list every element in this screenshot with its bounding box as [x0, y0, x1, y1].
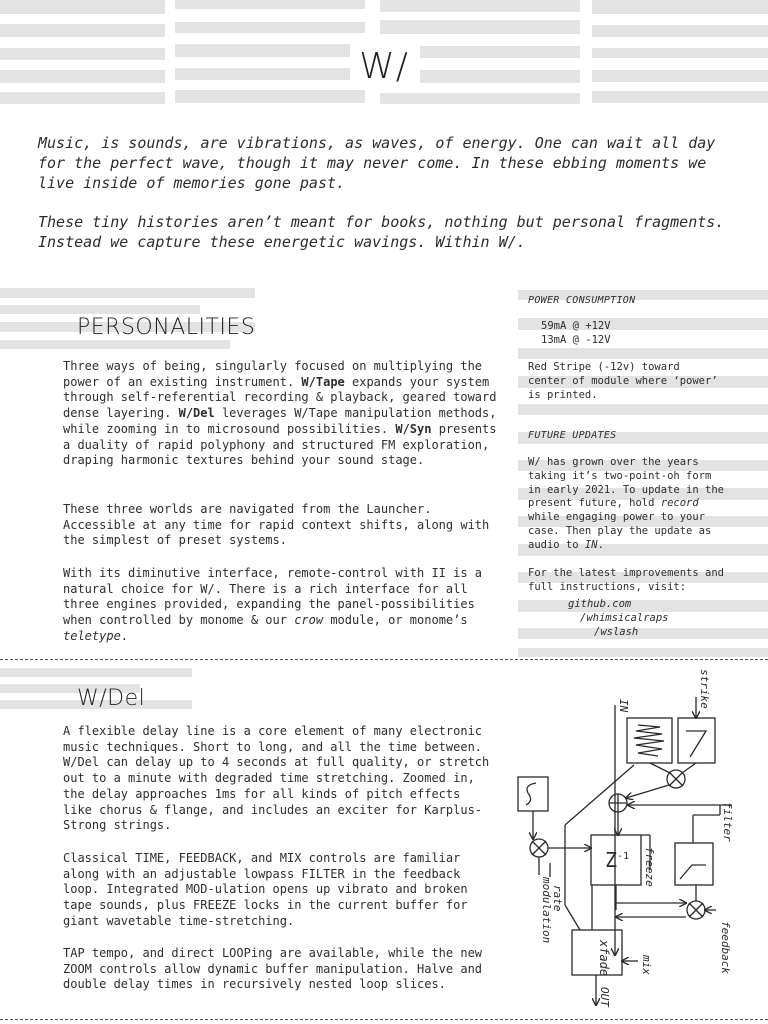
- latest-note: For the latest improvements and full instructions, visit:: [528, 567, 724, 593]
- personalities-heading: PERSONALITIES: [77, 315, 256, 340]
- sidebar-stripe: [518, 348, 768, 359]
- modulation-label: modulation: [540, 877, 553, 944]
- filter-label: filter: [721, 802, 734, 842]
- filter-curve-icon: [680, 865, 706, 879]
- github-link-1[interactable]: github.com: [568, 598, 632, 610]
- updates-paragraph: W/ has grown over the years taking it’s two-point-oh form in early 2021. To update in the present future, hold record while engaging power to your case. Then play the update as audio to IN.: [528, 456, 724, 551]
- header-stripe: [175, 90, 365, 103]
- xfade-label: xfade: [597, 940, 611, 977]
- header-stripe: [0, 24, 165, 37]
- section-stripe: [0, 305, 200, 314]
- section-stripe: [0, 288, 255, 298]
- section-stripe: [0, 340, 230, 349]
- feedback-label: feedback: [719, 921, 732, 974]
- personalities-paragraph-2: These three worlds are navigated from the Launcher. Accessible at any time for rapid context shifts, along with the simplest of preset systems.: [63, 502, 490, 548]
- wsyn-label: W/Syn: [395, 421, 432, 436]
- header-stripe: [0, 0, 165, 14]
- power-line-1: 59mA @ +12V: [541, 320, 611, 332]
- header-stripe: [175, 22, 365, 33]
- header-stripe: [0, 92, 165, 104]
- header-stripe: [592, 91, 768, 103]
- header-stripe: [592, 0, 768, 14]
- intro-paragraph-2: These tiny histories aren’t meant for books, nothing but personal fragments. Instead we capture these energetic wavings. Within W/.: [38, 213, 725, 251]
- lfo-wave-icon: [526, 783, 536, 805]
- strike-box: [678, 718, 715, 763]
- wdel-paragraph-2: Classical TIME, FEEDBACK, and MIX controls are familiar along with an adjustable lowpass FILTER in the feedback loop. Integrated MOD-ulation opens up vibrato and broken tape sounds, plus FREEZE locks in the current buffer for giant wavetable time-stretching.: [63, 851, 468, 928]
- strike-label: strike: [698, 669, 711, 709]
- personalities-paragraph-1: Three ways of being, singularly focused on multiplying the power of an existing instrument. W/Tape expands your system through self-referential recording & playback, geared toward dense layering. W/Del leverages W/Tape manipulation methods, while zooming in to microsound possibilities. W/Syn presents a duality of rapid polyphony and structured FM exploration, draping harmonic textures behind your sound stage.: [63, 359, 497, 468]
- intro-paragraph-1: Music, is sounds, are vibrations, as waves, of energy. One can wait all day for the perfect wave, though it may never come. In these ebbing moments we live inside of memories gone past.: [38, 134, 716, 192]
- github-link-3[interactable]: /wslash: [594, 626, 639, 638]
- header-stripe: [592, 25, 768, 37]
- power-line-2: 13mA @ -12V: [541, 334, 611, 346]
- out-label: OUT: [598, 987, 611, 1007]
- mix-label: mix: [640, 955, 653, 975]
- github-link-2[interactable]: /whimsicalraps: [580, 612, 669, 624]
- header-stripe: [380, 0, 580, 12]
- delay-label: $Z^{-1}$: [605, 848, 630, 872]
- in-label: IN: [617, 699, 630, 713]
- section-divider-bottom: [0, 1019, 768, 1020]
- sidebar-stripe: [518, 648, 768, 657]
- rate-label: rate: [551, 885, 564, 912]
- red-stripe-note: Red Stripe (-12v) toward center of module where ‘power’ is printed.: [528, 361, 718, 401]
- lfo-box: [518, 777, 548, 811]
- wdel-heading: W/Del: [77, 686, 146, 711]
- strike-envelope-icon: [686, 731, 706, 757]
- delay-signal-diagram: [510, 665, 768, 1020]
- wdel-paragraph-1: A flexible delay line is a core element of many electronic music techniques. Short to long, and all the time between. W/Del can delay up to 4 seconds at full quality, or stretch out to a minute with degraded time stretching. Zoomed in, the delay approaches 1ms for all kinds of pitch effects like chorus & flange, and includes an exciter for Karplus-Strong strings.: [63, 724, 490, 833]
- exciter-box: [627, 718, 672, 763]
- wdel-paragraph-3: TAP tempo, and direct LOOPing are available, while the new ZOOM controls allow dynamic buffer manipulation. Halve and double delay times in recursively nested loop slices.: [63, 946, 483, 992]
- wdel-label: W/Del: [178, 406, 215, 421]
- header-stripe: [380, 20, 580, 34]
- exciter-waveform-icon: [634, 725, 664, 756]
- header-stripe: [175, 0, 365, 9]
- section-divider: [0, 659, 768, 660]
- personalities-paragraph-3: With its diminutive interface, remote-control with II is a natural choice for W/. There is a rich interface for all three engines provided, expanding the panel-possibilities when controlled by monome & our crow module, or monome’s teletype.: [63, 566, 483, 643]
- header-stripe: [380, 93, 580, 104]
- section-stripe: [0, 668, 192, 677]
- sidebar-stripe: [518, 404, 768, 415]
- power-heading: POWER CONSUMPTION: [528, 295, 636, 306]
- updates-heading: FUTURE UPDATES: [528, 430, 617, 441]
- freeze-label: freeze: [643, 847, 656, 887]
- wtape-label: W/Tape: [301, 374, 345, 389]
- page-title: W/: [359, 46, 409, 87]
